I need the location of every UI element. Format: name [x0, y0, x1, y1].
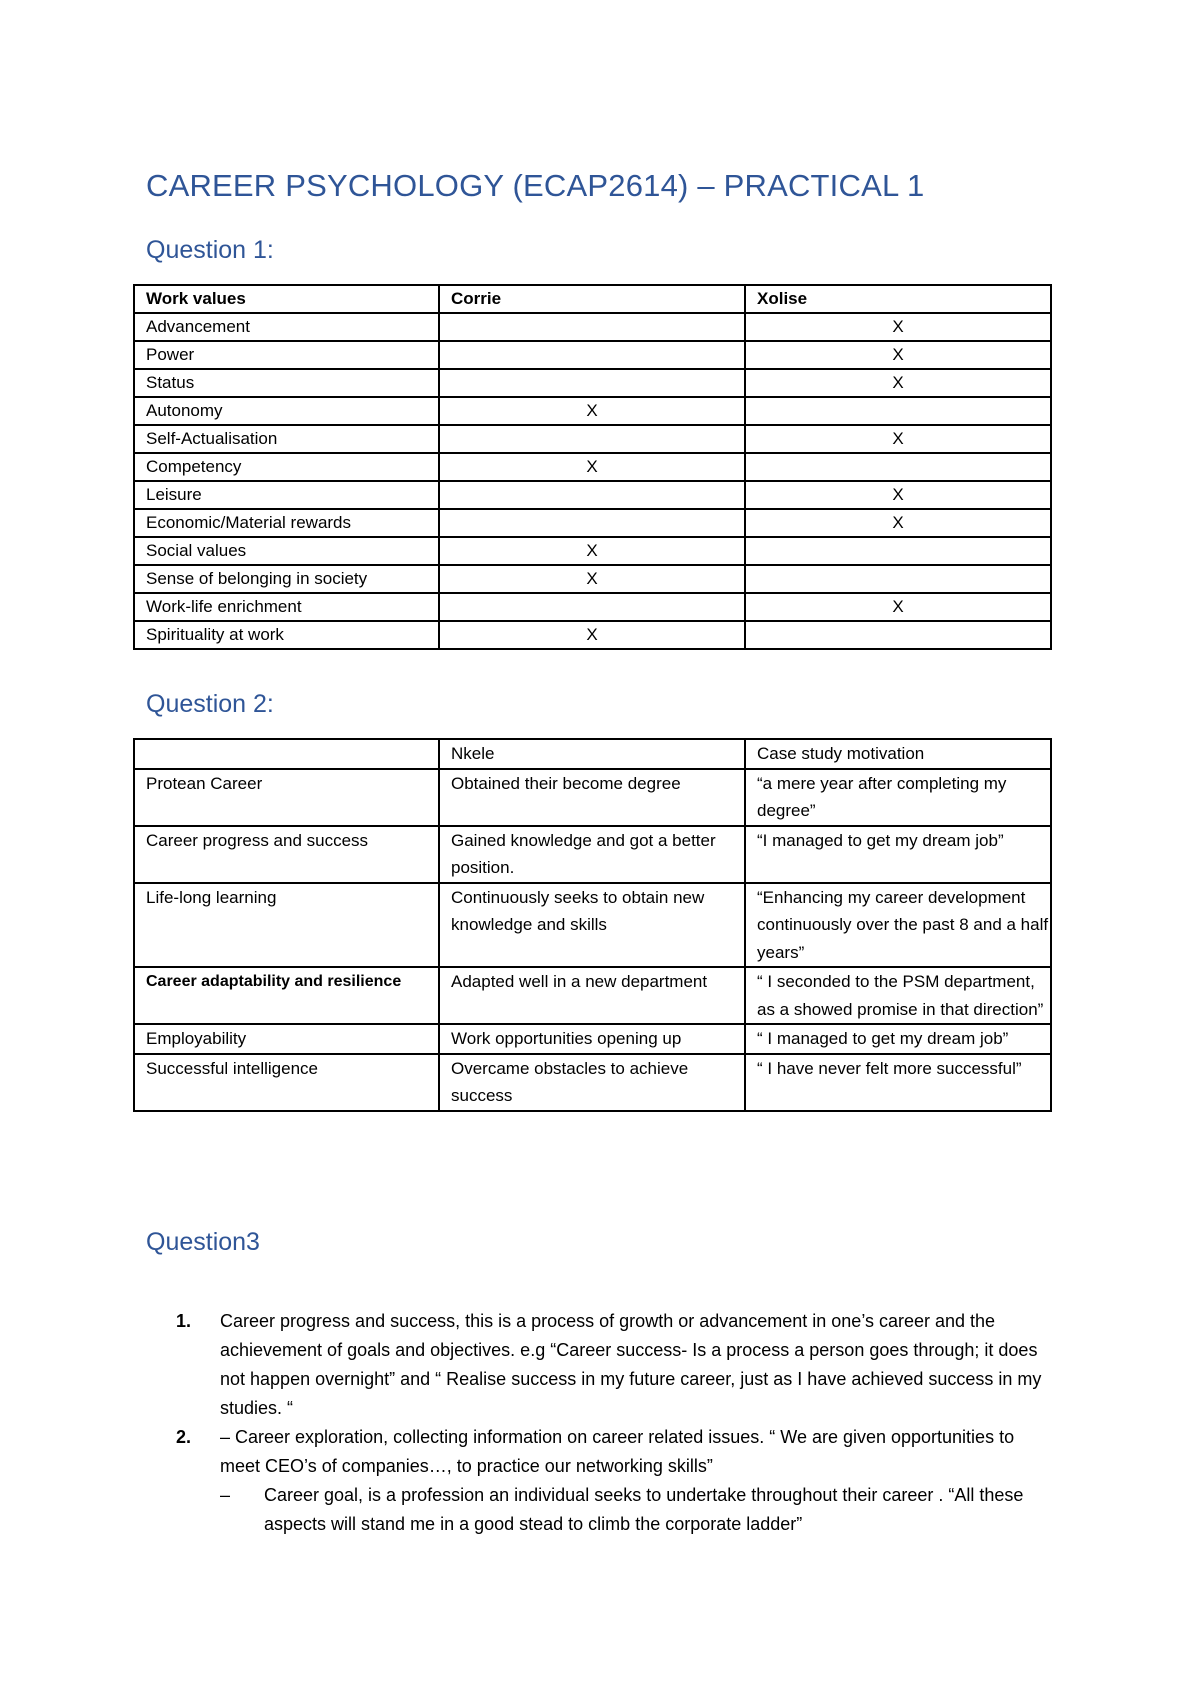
corrie-mark-cell: X [439, 537, 745, 565]
xolise-mark-cell: X [745, 481, 1051, 509]
concept-cell: Career adaptability and resilience [134, 967, 439, 1024]
xolise-mark-cell [745, 621, 1051, 649]
corrie-mark-cell [439, 341, 745, 369]
concept-cell: Life-long learning [134, 883, 439, 968]
header-case-study-motivation: Case study motivation [745, 739, 1051, 769]
answer-sub-text: Career goal, is a profession an individual seeks to undertake throughout their career . “All these aspects will stand me in a good stead to climb the corporate ladder” [264, 1485, 1024, 1534]
nkele-cell: Overcame obstacles to achieve success [439, 1054, 745, 1111]
table-row [134, 883, 1051, 968]
work-value-cell: Power [134, 341, 439, 369]
corrie-mark-cell: X [439, 565, 745, 593]
work-value-cell: Leisure [134, 481, 439, 509]
concept-cell: Protean Career [134, 769, 439, 826]
table-row [134, 967, 1051, 1024]
work-value-cell: Work-life enrichment [134, 593, 439, 621]
concept-cell: Successful intelligence [134, 1054, 439, 1111]
answer-sub-item [220, 1481, 1056, 1539]
table-row [134, 769, 1051, 826]
corrie-mark-cell [439, 509, 745, 537]
xolise-mark-cell [745, 537, 1051, 565]
corrie-mark-cell [439, 481, 745, 509]
answer-sub-list [220, 1481, 1056, 1539]
dash-bullet: – [220, 1485, 231, 1505]
xolise-mark-cell: X [745, 509, 1051, 537]
work-value-cell: Social values [134, 537, 439, 565]
xolise-mark-cell: X [745, 369, 1051, 397]
work-value-cell: Self-Actualisation [134, 425, 439, 453]
corrie-mark-cell: X [439, 397, 745, 425]
answer-number: 1. [176, 1311, 192, 1331]
table-row [134, 425, 1051, 453]
motivation-cell: “Enhancing my career development continuously over the past 8 and a half years” [745, 883, 1051, 968]
concept-cell: Employability [134, 1024, 439, 1054]
corrie-mark-cell [439, 369, 745, 397]
answer-text: – Career exploration, collecting information on career related issues. “ We are given opportunities to meet CEO’s of companies…, to practice our networking skills” [220, 1427, 1015, 1476]
table-row [134, 341, 1051, 369]
work-value-cell: Spirituality at work [134, 621, 439, 649]
table-row [134, 1024, 1051, 1054]
corrie-mark-cell: X [439, 621, 745, 649]
table-row [134, 453, 1051, 481]
career-concepts-table [133, 738, 1052, 1112]
table-header-row [134, 285, 1051, 313]
header-nkele: Nkele [439, 739, 745, 769]
xolise-mark-cell: X [745, 425, 1051, 453]
table-header-row [134, 739, 1051, 769]
header-corrie: Corrie [439, 285, 745, 313]
work-value-cell: Competency [134, 453, 439, 481]
header-concept [134, 739, 439, 769]
work-value-cell: Advancement [134, 313, 439, 341]
answer-text: Career progress and success, this is a process of growth or advancement in one’s career and the achievement of goals and objectives. e.g “Career success- Is a process a person goes through; it does not happen overnight” and “ Realise success in my future career, just as I have achieved success in my studies. “ [220, 1311, 1042, 1418]
header-work-values: Work values [134, 285, 439, 313]
table-row [134, 397, 1051, 425]
motivation-cell: “ I seconded to the PSM department, as a showed promise in that direction” [745, 967, 1051, 1024]
motivation-cell: “ I managed to get my dream job” [745, 1024, 1051, 1054]
table-row [134, 369, 1051, 397]
nkele-cell: Work opportunities opening up [439, 1024, 745, 1054]
nkele-cell: Gained knowledge and got a better position. [439, 826, 745, 883]
xolise-mark-cell [745, 453, 1051, 481]
work-value-cell: Economic/Material rewards [134, 509, 439, 537]
xolise-mark-cell [745, 565, 1051, 593]
nkele-cell: Continuously seeks to obtain new knowledge and skills [439, 883, 745, 968]
concept-cell: Career progress and success [134, 826, 439, 883]
table-row [134, 621, 1051, 649]
motivation-cell: “a mere year after completing my degree” [745, 769, 1051, 826]
table-row [134, 565, 1051, 593]
table-row [134, 826, 1051, 883]
work-value-cell: Sense of belonging in society [134, 565, 439, 593]
nkele-cell: Obtained their become degree [439, 769, 745, 826]
corrie-mark-cell: X [439, 453, 745, 481]
xolise-mark-cell [745, 397, 1051, 425]
work-value-cell: Status [134, 369, 439, 397]
corrie-mark-cell [439, 313, 745, 341]
xolise-mark-cell: X [745, 341, 1051, 369]
motivation-cell: “I managed to get my dream job” [745, 826, 1051, 883]
work-values-table [133, 284, 1052, 650]
motivation-cell: “ I have never felt more successful” [745, 1054, 1051, 1111]
xolise-mark-cell: X [745, 313, 1051, 341]
xolise-mark-cell: X [745, 593, 1051, 621]
answer-item [176, 1307, 1056, 1423]
work-value-cell: Autonomy [134, 397, 439, 425]
answer-item [176, 1423, 1056, 1539]
table-row [134, 313, 1051, 341]
corrie-mark-cell [439, 593, 745, 621]
table-row [134, 537, 1051, 565]
table-row [134, 593, 1051, 621]
document-title: CAREER PSYCHOLOGY (ECAP2614) – PRACTICAL 1 [146, 168, 925, 203]
question-3-answers [176, 1307, 1056, 1539]
question-2-heading: Question 2: [146, 690, 274, 718]
table-row [134, 509, 1051, 537]
header-xolise: Xolise [745, 285, 1051, 313]
corrie-mark-cell [439, 425, 745, 453]
question-3-heading: Question3 [146, 1228, 260, 1256]
answer-number: 2. [176, 1427, 192, 1447]
question-1-heading: Question 1: [146, 236, 274, 264]
table-row [134, 1054, 1051, 1111]
nkele-cell: Adapted well in a new department [439, 967, 745, 1024]
table-row [134, 481, 1051, 509]
